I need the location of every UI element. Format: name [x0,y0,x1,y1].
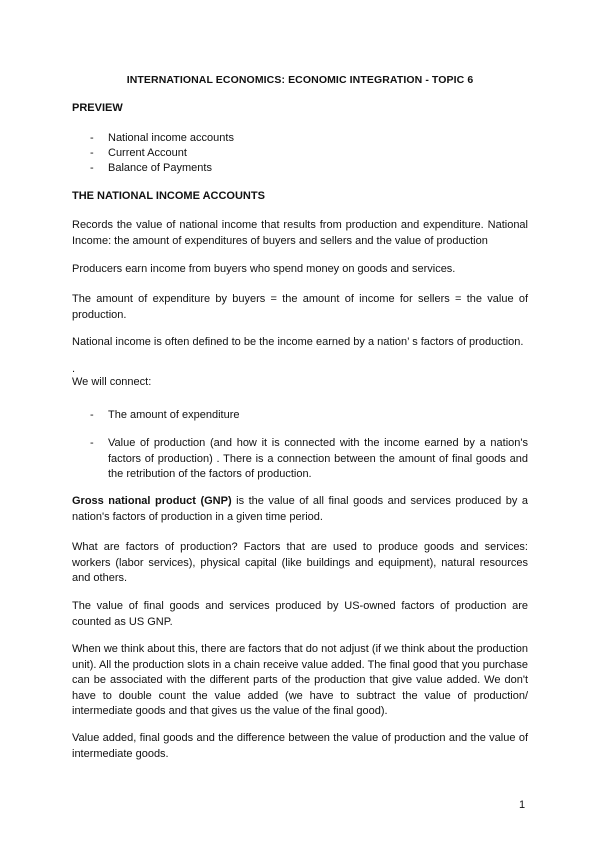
paragraph: . [72,363,76,375]
list-item: - The amount of expenditure [90,409,240,421]
document-title: INTERNATIONAL ECONOMICS: ECONOMIC INTEGRATION - TOPIC 6 [126,74,474,86]
list-item: - Value of production (and how it is connected with the income earned by a nation's factors of production) . There is a connection between the amount of final goods and the retribution of the factors of production. [90,437,528,480]
list-item: - National income accounts [90,132,234,144]
section-heading: THE NATIONAL INCOME ACCOUNTS [72,190,265,202]
list-item: - Balance of Payments [90,162,212,174]
paragraph: What are factors of production? Factors that are used to produce goods and services: workers (labor services), physical capital (like buildings and equipment), natural resources and others. [72,541,528,584]
paragraph: When we think about this, there are factors that do not adjust (if we think about the production unit). All the production slots in a chain receive value added. The final good that you purchase can be associated with the different parts of the production that give value added. We don't have to double count the value added (we have to subtract the value of production/ intermediate goods and that gives us the value of the final good). [72,643,528,717]
gnp-term: Gross national product (GNP) [72,495,232,507]
gnp-paragraph: Gross national product (GNP) is the value of all final goods and services produced by a nation's factors of production in a given time period. [72,495,528,523]
paragraph: Records the value of national income that results from production and expenditure. National Income: the amount of expenditures of buyers and sellers and the value of production [72,219,528,247]
paragraph: Producers earn income from buyers who spend money on goods and services. [72,263,456,275]
paragraph: National income is often defined to be the income earned by a nation’ s factors of production. [72,336,524,348]
paragraph: The value of final goods and services produced by US-owned factors of production are counted as US GNP. [72,600,528,628]
paragraph: The amount of expenditure by buyers = the amount of income for sellers = the value of production. [72,293,528,321]
preview-list [90,131,234,176]
list-item: - Current Account [90,147,187,159]
preview-heading: PREVIEW [72,102,123,114]
page-number: 1 [519,799,526,811]
paragraph: We will connect: [72,376,152,388]
paragraph: Value added, final goods and the difference between the value of production and the value of intermediate goods. [72,732,528,760]
